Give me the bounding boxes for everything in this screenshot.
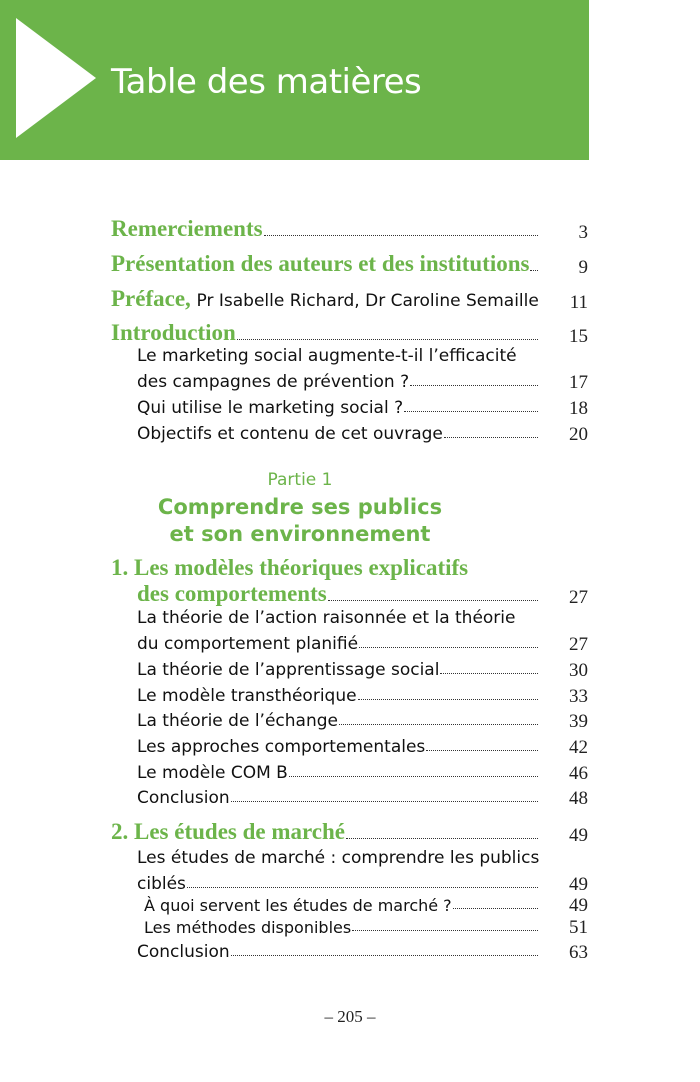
toc-page-number: 33 [569,686,588,707]
toc-entry-label: La théorie de l’apprentissage social [137,660,440,680]
toc-entry-remerciements[interactable] [0,214,700,242]
toc-entry-label-line1: Les études de marché : comprendre les publics [137,848,540,868]
toc-entry-efficacite[interactable] [0,346,700,392]
toc-page-number: 46 [569,763,588,784]
toc-page-number: 49 [569,874,588,895]
dot-leader [440,673,538,674]
toc-entry-chapter-1[interactable] [0,555,700,607]
toc-entry-label: Remerciements [111,216,263,241]
toc-page-number: 9 [578,257,588,278]
toc-page-number: 27 [569,634,588,655]
toc-entry-qui-utilise[interactable] [0,396,700,418]
toc-entry-label: Conclusion [137,942,230,962]
toc-page-number: 11 [569,292,588,313]
toc-entry-label: Les approches comportementales [137,737,426,757]
toc-page-number: 49 [569,895,588,916]
toc-entry-objectifs[interactable] [0,422,700,444]
page-title: Table des matières [111,62,422,102]
toc-entry-label: ciblés [137,874,186,894]
toc-entry-transtheorique[interactable] [0,684,700,706]
toc-page-number: 42 [569,737,588,758]
dot-leader [444,437,538,438]
page-number: – 205 – [324,1007,376,1026]
dot-leader [358,699,538,700]
toc-entry-echange[interactable] [0,709,700,731]
toc-entry-label: Le modèle transthéorique [137,686,357,706]
toc-entry-methodes[interactable] [0,917,700,937]
toc-page-number: 27 [569,587,588,608]
toc-entry-label: Introduction [111,320,236,345]
toc-entry-label: Présentation des auteurs et des institutions [111,251,530,276]
toc-page-number: 20 [569,424,588,445]
dot-leader [237,339,538,340]
toc-entry-com-b[interactable] [0,761,700,783]
play-triangle-icon [16,18,96,138]
toc-entry-label: À quoi servent les études de marché ? [144,896,452,915]
toc-entry-label: des comportements [137,581,327,606]
toc-entry-action-raisonnee[interactable] [0,608,700,654]
toc-entry-label: Préface, [111,286,191,311]
dot-leader [453,908,538,909]
toc-page-number: 63 [569,942,588,963]
part-title-line2: et son environnement [169,522,431,546]
dot-leader [187,887,538,888]
toc-entry-label-line1: La théorie de l’action raisonnée et la théorie [137,608,516,628]
dot-leader [352,930,538,931]
toc-page-number: 15 [569,326,588,347]
toc-entry-etudes-publics[interactable] [0,848,700,894]
toc-page-number: 3 [578,222,588,243]
toc-entry-label: Le modèle COM B [137,763,288,783]
toc-entry-label: Objectifs et contenu de cet ouvrage [137,424,443,444]
toc-entry-label: Les méthodes disponibles [144,918,352,937]
dot-leader [231,955,538,956]
toc-entry-a-quoi-servent[interactable] [0,895,700,915]
toc-entry-label: des campagnes de prévention ? [137,372,410,392]
toc-entry-preface[interactable] [0,284,700,312]
toc-entry-chapter-2[interactable] [0,817,700,845]
part-title-line1: Comprendre ses publics [157,495,443,519]
toc-entry-label: 2. Les études de marché [111,819,346,844]
toc-page-number: 17 [569,372,588,393]
header-banner [0,0,589,160]
dot-leader [346,838,538,839]
dot-leader [231,801,538,802]
dot-leader [328,600,538,601]
toc-entry-conclusion-2[interactable] [0,940,700,962]
dot-leader [530,270,538,271]
toc-entry-label: Qui utilise le marketing social ? [137,398,404,418]
toc-page-number: 48 [569,788,588,809]
dot-leader [410,385,538,386]
toc-entry-authors: Pr Isabelle Richard, Dr Caroline Semaille [196,291,539,311]
toc-page-number: 39 [569,711,588,732]
toc-entry-label: La théorie de l’échange [137,711,338,731]
toc-entry-approches[interactable] [0,735,700,757]
dot-leader [404,411,538,412]
toc-page-number: 49 [569,825,588,846]
toc-entry-label-line1: Le marketing social augmente-t-il l’efficacité [137,346,517,366]
toc-page-number: 51 [569,917,588,938]
toc-entry-apprentissage-social[interactable] [0,658,700,680]
toc-entry-presentation[interactable] [0,249,700,277]
part-label: Partie 1 [267,470,333,490]
toc-page-number: 18 [569,398,588,419]
toc-entry-label-line1: 1. Les modèles théoriques explicatifs [111,555,469,580]
dot-leader [426,750,538,751]
toc-entry-conclusion-1[interactable] [0,786,700,808]
toc-entry-label: du comportement planifié [137,634,359,654]
dot-leader [264,235,538,236]
dot-leader [339,724,538,725]
toc-page-number: 30 [569,660,588,681]
dot-leader [289,776,538,777]
toc-entry-label: Conclusion [137,788,230,808]
toc-entry-introduction[interactable] [0,318,700,346]
dot-leader [359,647,538,648]
